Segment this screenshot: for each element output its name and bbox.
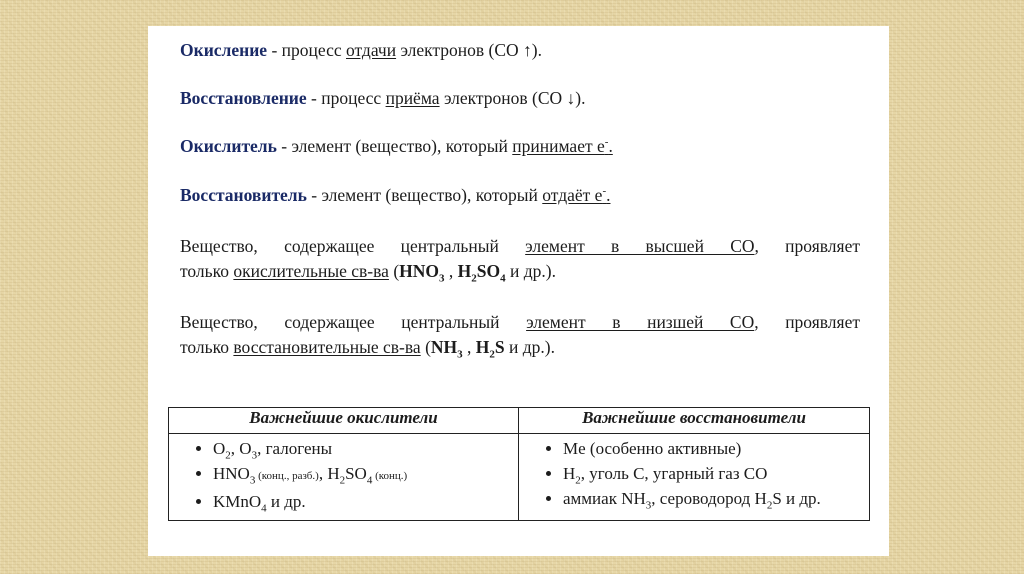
- oxidizers-list: [177, 436, 510, 514]
- reducers-cell: [519, 434, 870, 521]
- oxidizers-cell: [169, 434, 519, 521]
- definition-reducer: Восстановитель - элемент (вещество), который отдаёт е-.: [180, 185, 611, 205]
- paragraph-lowest-oxidation-state: Вещество, содержащее центральный элемент в низшей СО, проявляет только восстановительные св-ва ($NH_3$ , $H_2S$ и др.).: [180, 312, 861, 361]
- term-oxidation: Окисление: [180, 40, 268, 60]
- definition-oxidation: Окисление - процесс отдачи электронов (СО ↑).: [180, 40, 542, 60]
- oxidizers-reducers-table: [168, 407, 870, 521]
- definition-reduction: Восстановление - процесс приёма электронов (СО ↓).: [180, 88, 586, 108]
- table-row: [169, 434, 870, 521]
- definition-oxidizer: Окислитель - элемент (вещество), который принимает е-.: [180, 136, 613, 156]
- term-reducer: Восстановитель: [180, 185, 307, 205]
- paragraph-highest-oxidation-state: Вещество, содержащее центральный элемент в высшей СО, проявляет только окислительные св-ва ($HNO_3$ , $H_2SO_4$ и др.).: [180, 236, 860, 285]
- list-item: • $H_2$, уголь С, угарный газ СО: [563, 461, 861, 486]
- reducers-list: [527, 436, 861, 511]
- list-item: • Me (особенно активные): [563, 436, 861, 461]
- list-item: • $HNO_3$ (конц., разб.), $H_2SO_4$ (конц.): [213, 461, 510, 489]
- term-reduction: Восстановление: [180, 88, 307, 108]
- list-item: • $O_2$, $O_3$, галогены: [213, 436, 510, 461]
- table-header-row: [169, 408, 870, 434]
- document-page: [148, 26, 889, 556]
- header-oxidizers: Важнейшие окислители: [169, 408, 519, 434]
- term-oxidizer: Окислитель: [180, 136, 277, 156]
- list-item: • KMnO$_4$ и др.: [213, 489, 510, 514]
- list-item: • аммиак $NH_3$, сероводород $H_2S$ и др.: [563, 486, 861, 511]
- header-reducers: Важнейшие восстановители: [519, 408, 870, 434]
